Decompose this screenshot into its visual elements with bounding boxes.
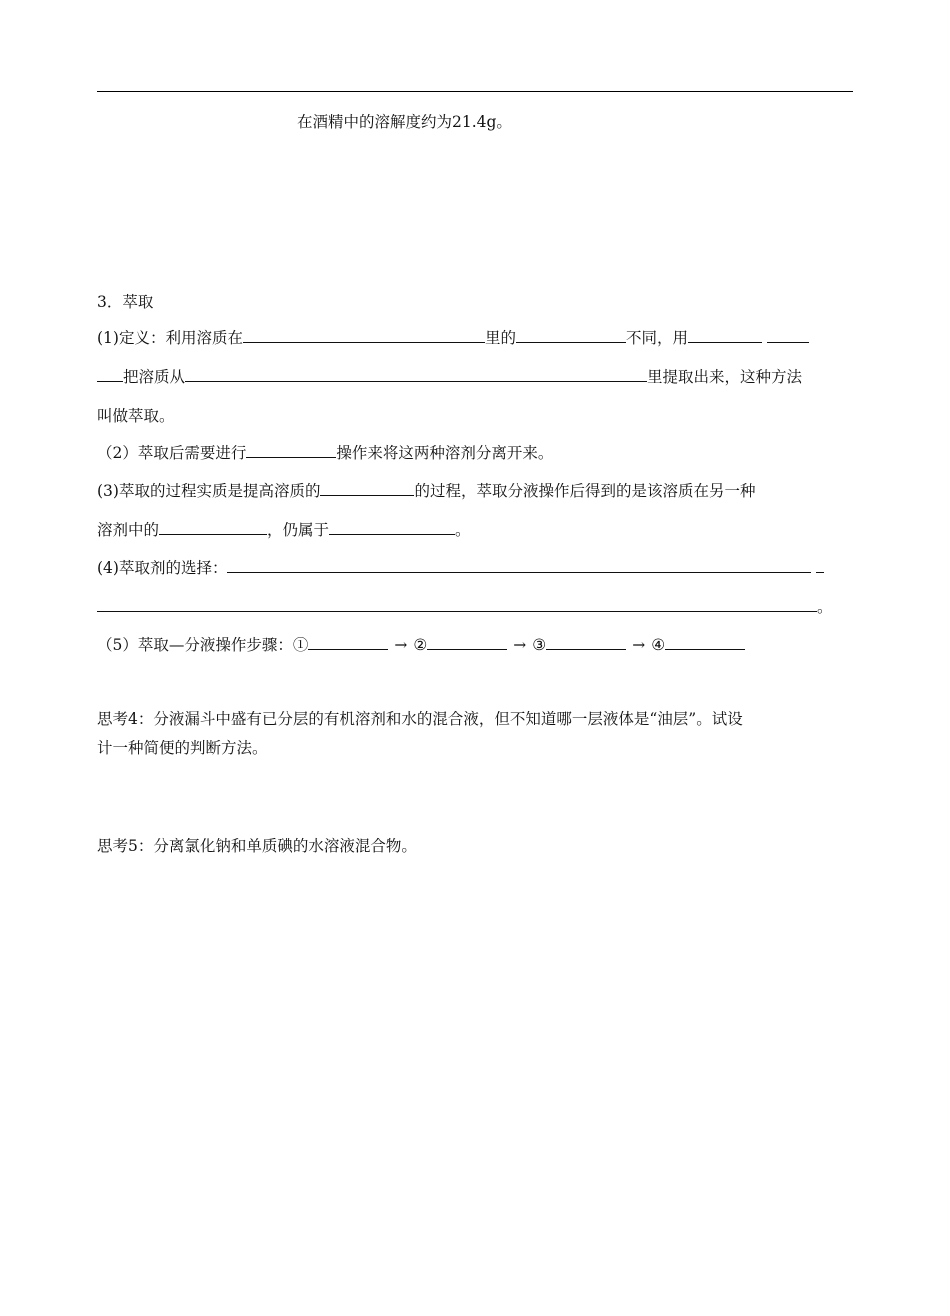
think4-line2: 计一种简便的判断方法。 bbox=[97, 739, 268, 757]
fill-blank[interactable] bbox=[546, 635, 626, 650]
item1-line3: 叫做萃取。 bbox=[97, 407, 175, 425]
step4-marker: ④ bbox=[651, 636, 666, 654]
fill-blank[interactable] bbox=[320, 481, 414, 496]
item4-line1 bbox=[97, 558, 824, 578]
item5-line bbox=[97, 635, 745, 655]
step1-marker: ① bbox=[292, 636, 309, 654]
fill-blank[interactable] bbox=[329, 520, 455, 535]
top-note: 在酒精中的溶解度约为21.4g。 bbox=[297, 113, 512, 131]
fill-blank[interactable] bbox=[246, 443, 336, 458]
header-rule bbox=[97, 91, 853, 92]
section-title: 3．萃取 bbox=[97, 293, 154, 311]
fill-blank[interactable] bbox=[308, 635, 388, 650]
item1-text4: 里提取出来，这种方法 bbox=[647, 368, 803, 386]
item4-line2 bbox=[97, 597, 833, 617]
item2-prefix: （2）萃取后需要进行 bbox=[97, 444, 247, 462]
fill-blank[interactable] bbox=[516, 328, 626, 343]
item4-end: 。 bbox=[817, 598, 833, 616]
step3-marker: ③ bbox=[532, 636, 547, 654]
item1-line1 bbox=[97, 328, 809, 348]
step2-marker: ② bbox=[413, 636, 428, 654]
item3-line2-prefix: 溶剂中的 bbox=[97, 521, 160, 539]
fill-blank[interactable] bbox=[159, 520, 267, 535]
item3-line2-end: 。 bbox=[455, 521, 471, 539]
item3-line2-mid: ，仍属于 bbox=[267, 521, 330, 539]
item1-line2 bbox=[97, 367, 802, 387]
fill-blank[interactable] bbox=[97, 597, 817, 612]
item1-text3: 把溶质从 bbox=[123, 368, 186, 386]
item1-text2: 不同，用 bbox=[625, 329, 688, 347]
fill-blank[interactable] bbox=[665, 635, 745, 650]
fill-blank[interactable] bbox=[688, 328, 762, 343]
fill-blank[interactable] bbox=[185, 367, 647, 382]
item1-prefix: (1)定义：利用溶质在 bbox=[97, 329, 243, 347]
think4-line1: 思考4：分液漏斗中盛有已分层的有机溶剂和水的混合液，但不知道哪一层液体是“油层”。试设 bbox=[97, 710, 743, 728]
fill-blank[interactable] bbox=[427, 635, 507, 650]
item2-line bbox=[97, 443, 553, 463]
item3-suffix: 的过程，萃取分液操作后得到的是该溶质在另一种 bbox=[414, 482, 756, 500]
item3-prefix: (3)萃取的过程实质是提高溶质的 bbox=[97, 482, 321, 500]
think5: 思考5：分离氯化钠和单质碘的水溶液混合物。 bbox=[97, 837, 417, 855]
arrow-icon: → bbox=[632, 636, 646, 654]
item1-text1: 里的 bbox=[484, 329, 516, 347]
arrow-icon: → bbox=[513, 636, 527, 654]
item5-prefix: （5）萃取—分液操作步骤： bbox=[97, 636, 293, 654]
item4-prefix: (4)萃取剂的选择： bbox=[97, 559, 228, 577]
item2-suffix: 操作来将这两种溶剂分离开来。 bbox=[336, 444, 554, 462]
fill-blank[interactable] bbox=[227, 558, 811, 573]
fill-blank[interactable] bbox=[243, 328, 485, 343]
item3-line1 bbox=[97, 481, 755, 501]
fill-blank[interactable] bbox=[97, 367, 123, 382]
fill-blank[interactable] bbox=[816, 558, 824, 573]
fill-blank[interactable] bbox=[767, 328, 809, 343]
arrow-icon: → bbox=[394, 636, 408, 654]
item3-line2 bbox=[97, 520, 471, 540]
